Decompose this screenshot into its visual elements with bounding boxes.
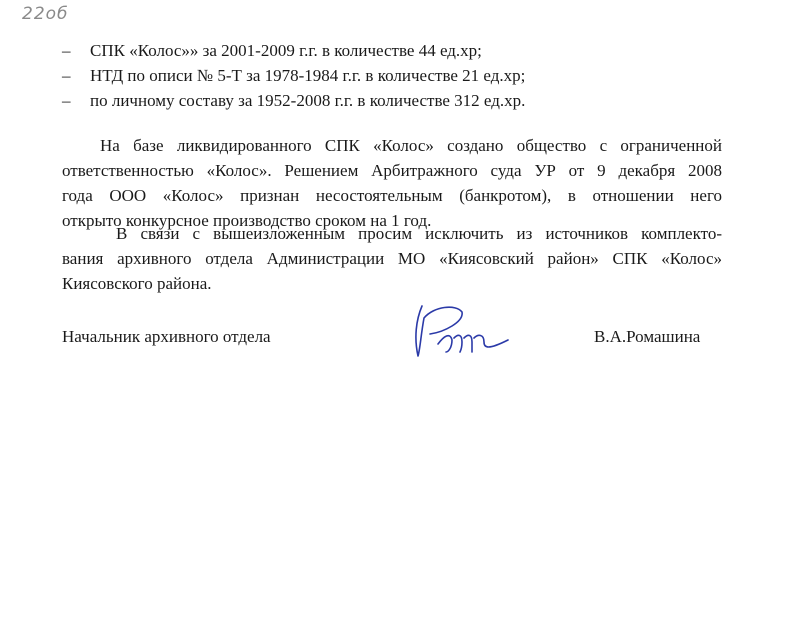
signatory-name: В.А.Ромашина — [594, 327, 701, 346]
handwritten-signature — [400, 298, 512, 368]
list-item — [62, 63, 525, 88]
paragraph-line: ответственностью «Колос». Решением Арбитражного суда УР от 9 декабря 2008 — [62, 161, 722, 180]
holdings-list — [62, 38, 525, 113]
signature-stroke — [416, 306, 508, 356]
paragraph-line: года ООО «Колос» признан несостоятельным (банкротом), в отношении него — [62, 186, 722, 205]
paragraph-line: вания архивного отдела Администрации МО «Киясовский район» СПК «Колос» — [62, 249, 722, 268]
paragraph-request — [62, 221, 722, 296]
paragraph-line: В связи с вышеизложенным просим исключить из источников комплекто- — [116, 224, 722, 243]
paragraph-liquidation — [62, 133, 722, 233]
list-dash: – — [62, 66, 71, 85]
paragraph-line: На базе ликвидированного СПК «Колос» создано общество с ограниченной — [100, 136, 722, 155]
list-dash: – — [62, 91, 71, 110]
paragraph-line: открыто конкурсное производство сроком на 1 год. — [62, 211, 432, 230]
list-item — [62, 38, 525, 63]
list-dash: – — [62, 41, 71, 60]
list-item-text: СПК «Колос»» за 2001-2009 г.г. в количестве 44 ед.хр; — [90, 41, 482, 60]
list-item-text: по личному составу за 1952-2008 г.г. в количестве 312 ед.хр. — [90, 91, 526, 110]
list-item-text: НТД по описи № 5-Т за 1978-1984 г.г. в количестве 21 ед.хр; — [90, 66, 526, 85]
signatory-title: Начальник архивного отдела — [62, 327, 271, 346]
paragraph-line: Киясовского района. — [62, 274, 212, 293]
page-number: 22об — [22, 4, 69, 24]
list-item — [62, 88, 525, 113]
